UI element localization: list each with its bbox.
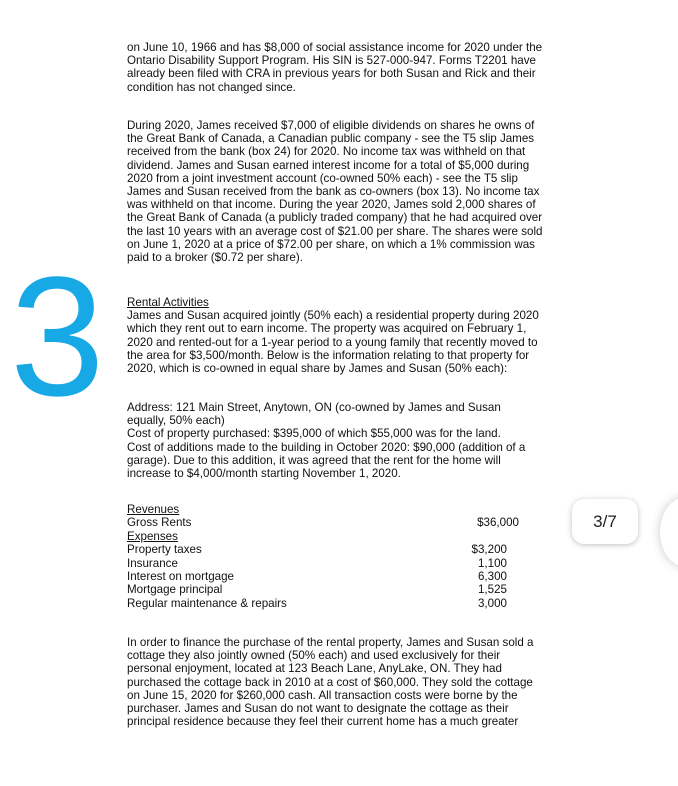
text-line: cottage they also jointly owned (50% each) and used exclusively for their xyxy=(127,649,501,663)
section-number: 3 xyxy=(10,242,101,432)
expense-value: 1,525 xyxy=(477,583,507,597)
text-line: garage). Due to this addition, it was agreed that the rent for the home will xyxy=(127,453,501,467)
text-line: 2020 from a joint investment account (co-owned 50% each) - see the T5 slip xyxy=(127,171,518,185)
text-line: dividend. James and Susan earned interest income for a total of $5,000 during xyxy=(127,158,530,172)
text-line: the area for $3,500/month. Below is the information relating to that property for xyxy=(127,348,530,362)
gross-rents-label: Gross Rents xyxy=(127,516,192,530)
expense-value: 1,100 xyxy=(477,556,507,570)
expense-label: Insurance xyxy=(127,556,178,570)
scroll-edge-button[interactable] xyxy=(660,497,678,567)
text-line: equally, 50% each) xyxy=(127,414,225,428)
text-line: was withheld on that income. During the year 2020, James sold 2,000 shares of xyxy=(127,198,536,212)
text-line: the Great Bank of Canada (a publicly traded company) that he had acquired over xyxy=(127,211,543,225)
table-row xyxy=(127,583,507,596)
text-line: personal enjoyment, located at 123 Beach Lane, AnyLake, ON. They had xyxy=(127,662,502,676)
expense-value: 6,300 xyxy=(477,569,507,583)
expense-label: Mortgage principal xyxy=(127,583,223,597)
text-line: In order to finance the purchase of the rental property, James and Susan sold a xyxy=(127,636,534,649)
text-line: 2020 and rented-out for a 1-year period to a young family that recently moved to xyxy=(127,335,538,349)
revenues-heading: Revenues xyxy=(127,503,180,516)
text-line: already been filed with CRA in previous years for both Susan and Rick and their xyxy=(127,67,536,81)
text-line: condition has not changed since. xyxy=(127,80,296,94)
paragraph-rental xyxy=(127,296,595,375)
text-line: paid to a broker ($0.72 per share). xyxy=(127,251,303,265)
gross-rents-value: $36,000 xyxy=(477,516,519,530)
text-line: James and Susan received from the bank as co-owners (box 13). No income tax xyxy=(127,185,540,199)
text-line: received from the bank (box 24) for 2020. No income tax was withheld on that xyxy=(127,145,526,159)
text-line: principal residence because they feel their current home has a much greater xyxy=(127,715,519,729)
page-indicator: 3/7 xyxy=(572,499,638,544)
text-line: purchaser. James and Susan do not want to designate the cottage as their xyxy=(127,702,509,716)
table-row xyxy=(127,530,507,543)
text-line: on June 15, 2020 for $260,000 cash. All transaction costs were borne by the xyxy=(127,688,518,702)
rental-activities-heading: Rental Activities xyxy=(127,296,209,309)
text-line: which they rent out to earn income. The property was acquired on February 1, xyxy=(127,322,527,336)
text-line: Cost of property purchased: $395,000 of which $55,000 was for the land. xyxy=(127,427,501,441)
paragraph-dividends xyxy=(127,119,595,264)
table-row xyxy=(127,570,507,583)
paragraph-cottage xyxy=(127,636,595,728)
expenses-heading: Expenses xyxy=(127,529,178,543)
table-row xyxy=(127,557,507,570)
expense-value: 3,000 xyxy=(477,596,507,610)
text-line: James and Susan acquired jointly (50% each) a residential property during 2020 xyxy=(127,309,539,323)
text-line: 2020, which is co-owned in equal share by James and Susan (50% each): xyxy=(127,362,508,376)
text-line: Ontario Disability Support Program. His SIN is 527-000-947. Forms T2201 have xyxy=(127,54,536,68)
paragraph-disability xyxy=(127,41,595,94)
rental-income-table xyxy=(127,503,519,610)
text-line: During 2020, James received $7,000 of eligible dividends on shares he owns of xyxy=(127,119,535,132)
table-row xyxy=(127,597,507,610)
text-line: Cost of additions made to the building in October 2020: $90,000 (addition of a xyxy=(127,440,526,454)
text-line: the Great Bank of Canada, a Canadian public company - see the T5 slip James xyxy=(127,132,535,146)
table-row xyxy=(127,516,519,530)
paragraph-property-details xyxy=(127,401,595,480)
expense-value: $3,200 xyxy=(471,543,507,557)
table-row xyxy=(127,543,507,556)
text-line: on June 1, 2020 at a price of $72.00 per share, on which a 1% commission was xyxy=(127,237,535,251)
text-line: increase to $4,000/month starting November 1, 2020. xyxy=(127,467,401,481)
text-line: Address: 121 Main Street, Anytown, ON (co-owned by James and Susan xyxy=(127,401,501,414)
expense-label: Property taxes xyxy=(127,543,202,557)
text-line: the last 10 years with an average cost of $21.00 per share. The shares were sold xyxy=(127,224,543,238)
expense-label: Regular maintenance & repairs xyxy=(127,596,287,610)
table-row xyxy=(127,503,507,516)
text-line: purchased the cottage back in 2010 at a cost of $60,000. They sold the cottage xyxy=(127,675,533,689)
text-line: on June 10, 1966 and has $8,000 of social assistance income for 2020 under the xyxy=(127,41,543,54)
expense-label: Interest on mortgage xyxy=(127,569,234,583)
